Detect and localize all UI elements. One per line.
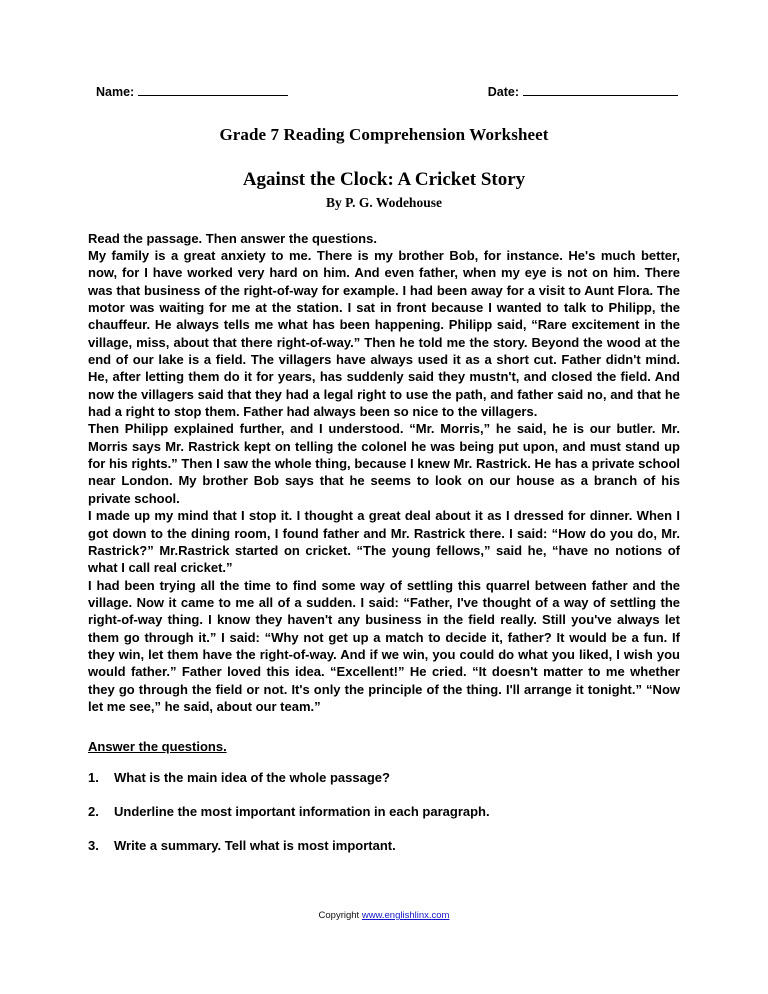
question-number: 3. (88, 838, 99, 854)
page-title: Grade 7 Reading Comprehension Worksheet (219, 125, 549, 144)
date-input-line[interactable] (523, 84, 678, 96)
copyright-label: Copyright (318, 910, 360, 921)
passage-paragraph: I had been trying all the time to find some way of settling this quarrel between father and the village. Now it came to me all of a sudden. I said: “Father, I've thought of a way of settling the right-of-way thing. I know they haven't any business in the field really. Still you've always let them go through it.” I said: “Why not get up a match to decide it, father? It would be a fun. If they win, let them have the right-of-way. And if we win, you could do what you liked, I wish you would father.” Father loved this idea. “Excellent!” He cried. “It doesn't matter to me whether they go through the field or not. It's only the principle of the thing. I'll arrange it tonight.” “Now let me see,” he said, about our team.” (88, 577, 680, 714)
question-text: What is the main idea of the whole passage? (114, 770, 390, 786)
passage (88, 247, 680, 715)
question-number: 1. (88, 770, 99, 786)
list-item (88, 838, 680, 855)
instruction-text: Read the passage. Then answer the questions. (88, 231, 377, 246)
question-text: Write a summary. Tell what is most important. (114, 838, 396, 854)
passage-paragraph: My family is a great anxiety to me. There is my brother Bob, for instance. He's much better, now, for I have worked very hard on him. And even father, when my eye is not on him. There was that business of the right-of-way for example. I had been away for a visit to Aunt Flora. The motor was waiting for me at the station. I sat in front because I wanted to talk to Philipp, the chauffeur. He always tells me what has been happening. Philipp said, “Rare excitement in the village, miss, about that there right-of-way.” Then he told me the story. Beyond the wood at the end of our lake is a field. The villagers have always used it as a short cut. Father didn't mind. He, after letting them do it for years, has suddenly said they mustn't, and closed the field. And now the villagers said that they had a legal right to use the path, and father said no, and that he had a right to stop them. Father had always been so nice to the villagers. (88, 248, 680, 420)
footer (0, 910, 768, 921)
worksheet-content (88, 84, 680, 872)
story-author: By P. G. Wodehouse (326, 195, 442, 210)
answer-questions-heading: Answer the questions. (88, 739, 227, 755)
passage-paragraph: I made up my mind that I stop it. I thought a great deal about it as I dressed for dinner. When I got down to the dining room, I found father and Mr. Rastrick there. I said: “How do you do, Mr. Rastrick?” Mr.Rastrick started on cricket. “The young fellows,” said he, “have no notions of what I call real cricket.” (88, 508, 680, 576)
questions-list (88, 770, 680, 855)
story-title: Against the Clock: A Cricket Story (242, 169, 526, 190)
question-number: 2. (88, 804, 99, 820)
list-item (88, 804, 680, 821)
name-field (96, 84, 288, 99)
copyright-link[interactable]: www.englishlinx.com (361, 910, 450, 921)
date-field (488, 84, 678, 99)
question-text: Underline the most important information in each paragraph. (114, 804, 490, 820)
passage-paragraph: Then Philipp explained further, and I understood. “Mr. Morris,” he said, he is our butler. Mr. Morris says Mr. Rastrick kept on telling the colonel he was being put upon, and must stand up for his rights.” Then I saw the whole thing, because I knew Mr. Rastrick. He has a private school near London. My brother Bob says that he seems to look on our house as a branch of his private school. (88, 421, 680, 506)
name-label: Name: (96, 85, 135, 99)
list-item (88, 770, 680, 787)
date-label: Date: (487, 85, 519, 99)
name-input-line[interactable] (138, 84, 288, 96)
name-date-row (88, 84, 680, 99)
